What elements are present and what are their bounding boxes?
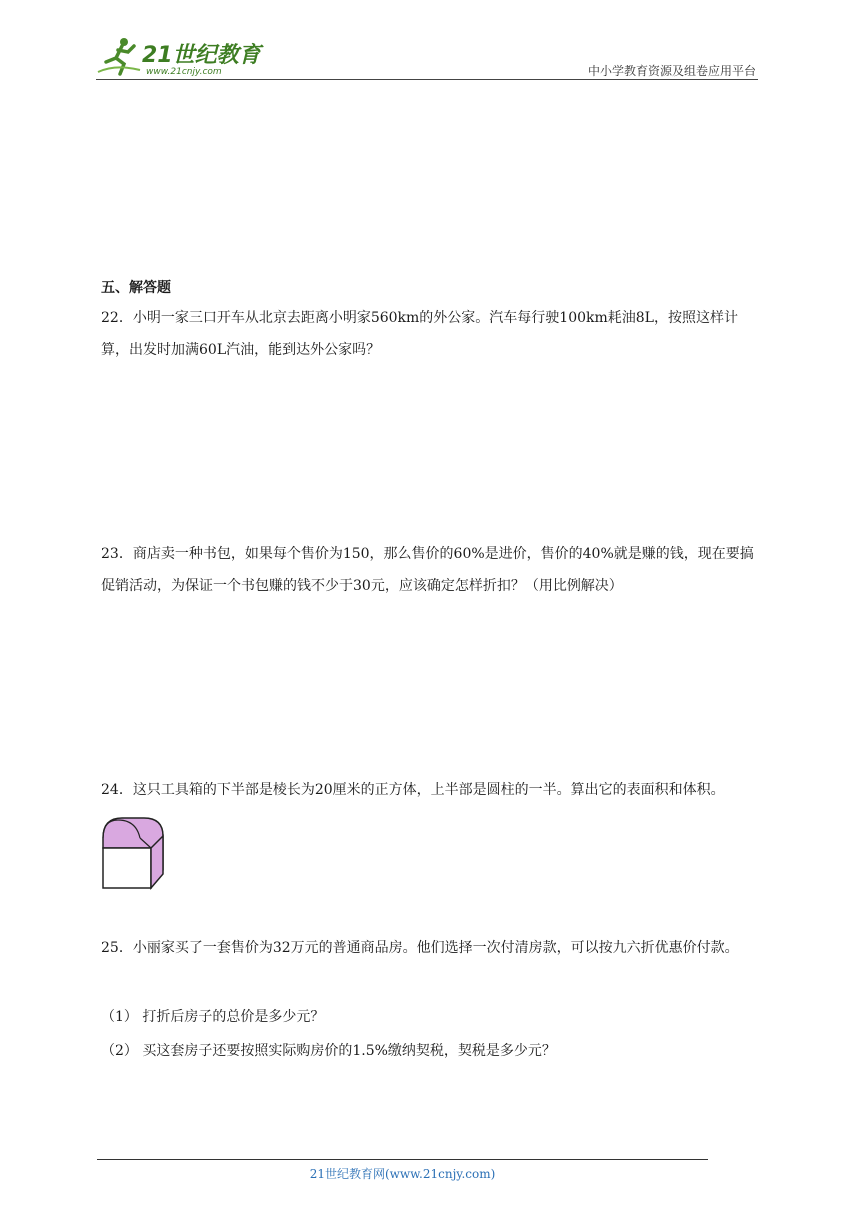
platform-label: 中小学教育资源及组卷应用平台 xyxy=(587,64,756,78)
question-25-part-1: （1） 打折后房子的总价是多少元？ xyxy=(101,1009,325,1025)
logo-text: 21世纪教育 xyxy=(142,43,261,68)
question-24: 24．这只工具箱的下半部是棱长为20厘米的正方体，上半部是圆柱的一半。算出它的表面积和体积。 xyxy=(101,782,725,798)
toolbox-figure xyxy=(100,812,166,892)
question-25: 25．小丽家买了一套售价为32万元的普通商品房。他们选择一次付清房款，可以按九六折优惠价付款。 xyxy=(101,940,739,956)
footer-link[interactable]: 21世纪教育网(www.21cnjy.com) xyxy=(309,1167,496,1181)
section-title: 五、解答题 xyxy=(101,280,171,296)
toolbox-cube-front xyxy=(103,848,151,888)
footer-divider xyxy=(97,1159,708,1160)
question-25-part-2: （2） 买这套房子还要按照实际购房价的1.5%缴纳契税，契税是多少元？ xyxy=(101,1043,556,1059)
runner-icon xyxy=(98,38,140,74)
header-divider xyxy=(96,79,758,80)
question-23: 23．商店卖一种书包，如果每个售价为150，那么售价的60%是进价，售价的40%就是赚的钱，现在要搞促销活动，为保证一个书包赚的钱不少于30元，应该确定怎样折扣？（用比例解决） xyxy=(101,546,754,594)
question-22: 22．小明一家三口开车从北京去距离小明家560km的外公家。汽车每行驶100km耗油8L，按照这样计算，出发时加满60L汽油，能到达外公家吗？ xyxy=(101,310,738,358)
site-logo xyxy=(96,34,266,80)
logo-url: www.21cnjy.com xyxy=(146,67,222,77)
